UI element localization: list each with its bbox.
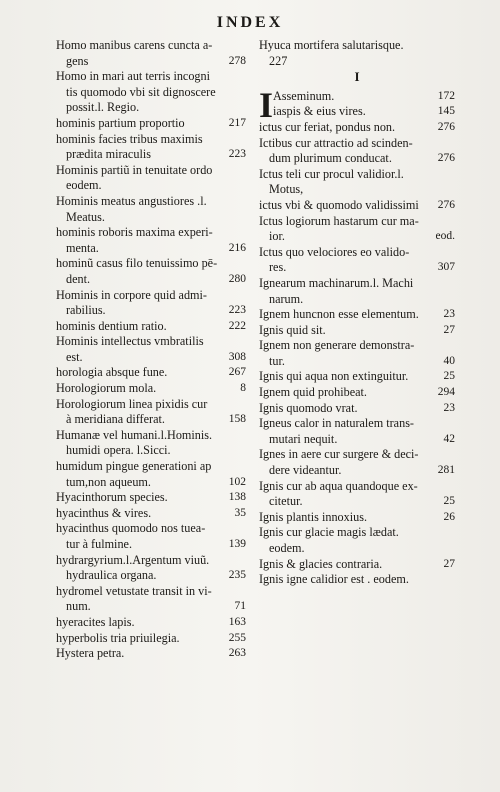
index-entry (259, 525, 455, 556)
index-entry (259, 214, 455, 245)
entry-line: humidi opera. l.Sicci. (66, 443, 171, 458)
index-entry (56, 288, 246, 319)
index-entry (56, 521, 246, 552)
entry-line: dum plurimum conducat. (269, 151, 392, 166)
index-entry (56, 256, 246, 287)
page-number: 8 (240, 382, 246, 395)
index-entry (56, 319, 246, 335)
entry-line: à meridiana differat. (66, 412, 165, 427)
entry-line: hydromel vetustate transit in vi- (56, 583, 212, 598)
entry-line: hominis roboris maxima experi- (56, 225, 213, 240)
entry-line: Horologiorum linea pixidis cur (56, 396, 208, 411)
entry-line: hominis facies tribus maximis (56, 131, 203, 146)
entry-line: iaspis & eius vires. (273, 104, 366, 119)
entry-line: hyacinthus & vires. (56, 505, 152, 520)
entry-line: rabilius. (66, 303, 106, 318)
index-entry (259, 136, 455, 167)
page-number: 307 (437, 261, 455, 274)
entry-line: Hominis in corpore quid admi- (56, 287, 207, 302)
entry-line: citetur. (269, 494, 303, 509)
index-entry (56, 334, 246, 365)
entry-line: Ignis quid sit. (259, 322, 326, 337)
entry-line (259, 54, 455, 70)
right-index-column (259, 38, 455, 588)
index-entry (56, 631, 246, 647)
entry-line: Hominis intellectus vmbratilis (56, 334, 204, 349)
entry-line: narum. (269, 291, 304, 306)
index-entry (259, 557, 455, 573)
page-number: 223 (228, 304, 246, 317)
index-entry (56, 584, 246, 615)
entry-line: hyperbolis tria priuilegia. (56, 630, 180, 645)
entry-line: Humanæ vel humani.l.Hominis. (56, 427, 213, 442)
entry-line: horologia absque fune. (56, 365, 168, 380)
entry-line: Asseminum. (273, 88, 335, 103)
page-number: 263 (228, 647, 246, 660)
page-number: 25 (443, 370, 455, 383)
page-number: 27 (443, 557, 455, 570)
left-index-column (56, 38, 246, 662)
page-number: 294 (437, 386, 455, 399)
entry-line: Ignis igne calidior est . eodem. (259, 572, 409, 587)
entry-line: humidum pingue generationi ap (56, 459, 212, 474)
entry-line: hydraulica organa. (66, 568, 157, 583)
page-number: 222 (228, 319, 246, 332)
index-entry (56, 459, 246, 490)
index-entry (259, 104, 455, 120)
index-entry (259, 245, 455, 276)
index-entry (56, 69, 246, 116)
page-number: 42 (443, 432, 455, 445)
entry-line: eodem. (269, 541, 305, 555)
entry-line: Hominis meatus angustiores .l. (56, 193, 207, 208)
entry-line: Homo manibus carens cuncta a- (56, 38, 213, 52)
index-entry (259, 276, 455, 307)
page-number: 276 (437, 198, 455, 211)
entry-line: menta. (66, 240, 99, 255)
index-entry (259, 307, 455, 323)
page-number: 40 (443, 354, 455, 367)
section-letter-heading: I (354, 69, 360, 85)
index-entry (56, 646, 246, 662)
index-entry (259, 89, 455, 105)
entry-line: ictus cur feriat, pondus non. (259, 119, 396, 134)
index-entry (259, 38, 455, 69)
index-entry (56, 490, 246, 506)
index-entry (56, 38, 246, 69)
index-entry (56, 116, 246, 132)
entry-line: eodem. (66, 178, 102, 193)
page-number: 267 (228, 366, 246, 379)
page-number: 308 (228, 350, 246, 363)
index-entry (259, 167, 455, 198)
entry-line: Ictus quo velociores eo valido- (259, 244, 410, 259)
entry-line: hominis dentium ratio. (56, 318, 167, 333)
entry-line: Hystera petra. (56, 646, 125, 661)
index-entry (56, 163, 246, 194)
page-number: 278 (228, 54, 246, 67)
entry-line: hyeracites lapis. (56, 614, 135, 629)
entry-line: Ignem non generare demonstra- (259, 338, 415, 353)
index-entry (259, 401, 455, 417)
entry-line: est. (66, 349, 83, 364)
index-entry (56, 615, 246, 631)
entry-line: tum,non aqueum. (66, 474, 151, 489)
index-entry (56, 428, 246, 459)
index-entry (56, 365, 246, 381)
index-entry (259, 198, 455, 214)
page-number: 223 (228, 148, 246, 161)
entry-line: prædita miraculis (66, 147, 151, 162)
index-entry (259, 510, 455, 526)
entry-line: res. (269, 260, 287, 275)
letter-i-section (259, 84, 455, 588)
index-entry (259, 385, 455, 401)
index-entry (56, 194, 246, 225)
running-header: INDEX (216, 14, 284, 31)
entry-line: tur. (269, 353, 285, 368)
entry-line: Ictus logiorum hastarum cur ma- (259, 213, 419, 228)
entry-line: Ignem huncnon esse elementum. (259, 307, 419, 322)
entry-line: Meatus. (66, 209, 105, 224)
page-number: 217 (228, 116, 246, 129)
page-number: 227 (269, 53, 288, 68)
entry-line: Ignis qui aqua non extinguitur. (259, 369, 409, 384)
entry-line: ictus vbi & quomodo validissimi (259, 197, 419, 212)
index-entry (259, 572, 455, 588)
page-number: 102 (228, 475, 246, 488)
entry-line: Horologiorum mola. (56, 381, 157, 396)
entry-line: hyacinthus quomodo nos tuea- (56, 521, 206, 536)
entry-line: Ignis cur ab aqua quandoque ex- (259, 478, 418, 493)
entry-line: Ignis quomodo vrat. (259, 400, 358, 415)
entry-line: possit.l. Regio. (66, 100, 140, 115)
index-entry (259, 369, 455, 385)
index-entry (56, 225, 246, 256)
entry-line: Ignes in aere cur surgere & deci- (259, 447, 419, 462)
page-number: 235 (228, 569, 246, 582)
page-number: 280 (228, 272, 246, 285)
entry-line: hominis partium proportio (56, 115, 185, 130)
page-number: 25 (443, 495, 455, 508)
index-entry (259, 479, 455, 510)
index-entry (259, 120, 455, 136)
entry-line: Motus, (269, 182, 304, 197)
index-entry (56, 381, 246, 397)
page-number: 35 (234, 506, 246, 519)
page-number: 138 (228, 491, 246, 504)
page-number: 71 (234, 600, 246, 613)
entry-line: Hyuca mortifera salutarisque. (259, 38, 404, 52)
index-entry (259, 416, 455, 447)
page-number: 23 (443, 401, 455, 414)
page-number: 23 (443, 308, 455, 321)
entry-line: Ignis cur glacie magis lædat. (259, 525, 399, 540)
page-number: 255 (228, 631, 246, 644)
page-number: 26 (443, 510, 455, 523)
index-entry (259, 338, 455, 369)
entry-line: ior. (269, 229, 285, 244)
entry-line: Ignis plantis innoxius. (259, 509, 367, 524)
entry-line: Ignearum machinarum.l. Machi (259, 275, 414, 290)
page-number: 216 (228, 241, 246, 254)
entry-line: dent. (66, 271, 91, 286)
entry-line: Homo in mari aut terris incogni (56, 69, 211, 84)
entry-line: Ignem quid prohibeat. (259, 385, 367, 400)
page-number: 145 (437, 105, 455, 118)
page-number: 139 (228, 538, 246, 550)
entry-line: Hyacinthorum species. (56, 490, 168, 505)
index-entry (56, 506, 246, 522)
page-number: 276 (437, 120, 455, 133)
index-entry (56, 553, 246, 584)
entry-line: hominũ casus filo tenuissimo pē- (56, 256, 218, 271)
drop-capital: I (259, 84, 274, 125)
page-number: 27 (443, 323, 455, 336)
entry-line: Igneus calor in naturalem trans- (259, 416, 414, 431)
index-entry (56, 132, 246, 163)
page-number: 163 (228, 615, 246, 628)
entry-line: tur à fulmine. (66, 537, 132, 551)
entry-line: Ictus teli cur procul validior.l. (259, 166, 404, 181)
entry-line: tis quomodo vbi sit dignoscere (66, 84, 216, 99)
page-number: 281 (437, 464, 455, 477)
page-number: 172 (437, 89, 455, 102)
page-number: eod. (435, 230, 455, 243)
entry-line: mutari nequit. (269, 431, 338, 446)
entry-line: gens (66, 53, 89, 68)
index-entry (259, 447, 455, 478)
entry-line: Ignis & glacies contraria. (259, 556, 383, 571)
entry-line: dere videantur. (269, 463, 342, 478)
page-number: 276 (437, 152, 455, 165)
index-entry (56, 397, 246, 428)
page-number: 158 (228, 413, 246, 426)
entry-line: Hominis partiũ in tenuitate ordo (56, 162, 213, 177)
entry-line: num. (66, 599, 91, 614)
index-entry (259, 323, 455, 339)
entry-line: hydrargyrium.l.Argentum viuũ. (56, 552, 210, 567)
entry-line: Ictibus cur attractio ad scinden- (259, 135, 413, 150)
